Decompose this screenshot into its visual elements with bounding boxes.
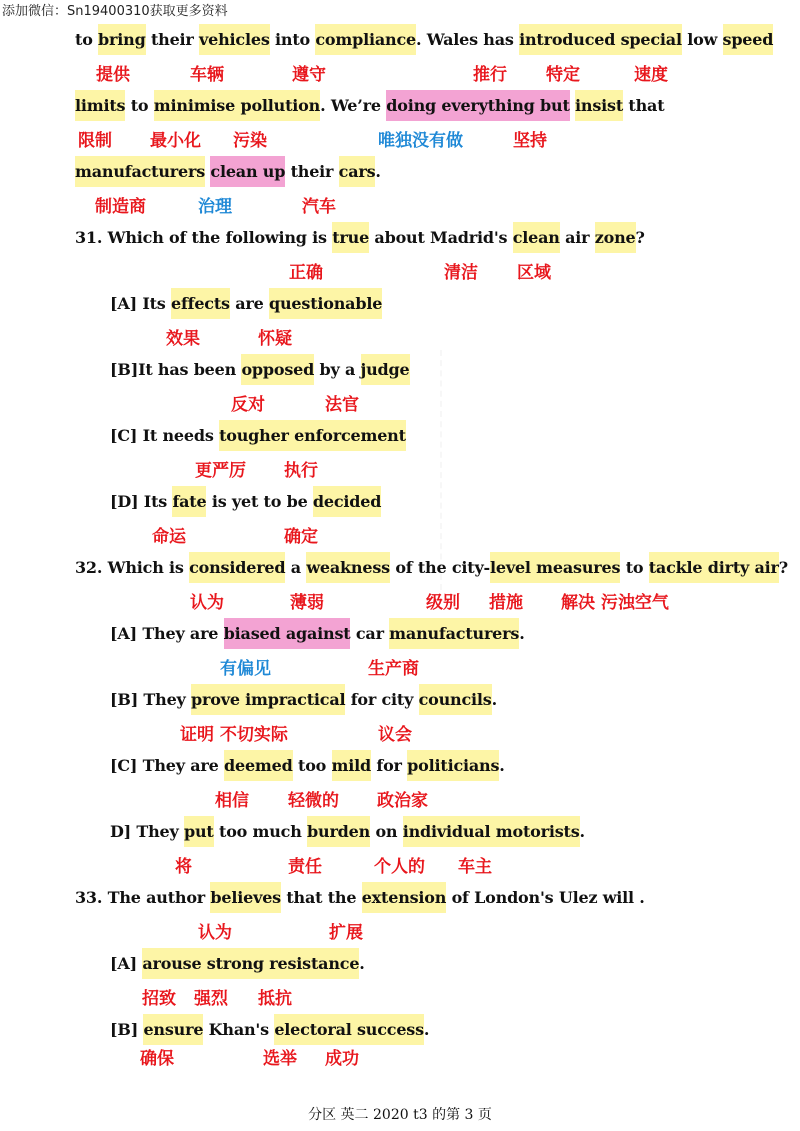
- highlighted-term: councils: [419, 684, 492, 715]
- plain-text: [A]: [110, 954, 143, 973]
- text-line: [110, 624, 525, 643]
- highlighted-term: weakness: [306, 552, 390, 583]
- handwritten-translation: 确定: [284, 527, 318, 547]
- handwritten-translation: 唯独没有做: [378, 131, 463, 151]
- plain-text: [B]It has been: [110, 360, 242, 379]
- highlighted-term: effects: [171, 288, 230, 319]
- handwritten-translation: 议会: [378, 725, 412, 745]
- highlighted-term: insist: [575, 90, 623, 121]
- highlighted-term: compliance: [315, 24, 416, 55]
- highlighted-term: put: [184, 816, 214, 847]
- plain-text: a: [285, 558, 307, 577]
- highlighted-term: extension: [362, 882, 447, 913]
- highlighted-term: fate: [172, 486, 206, 517]
- highlighted-term: ensure: [143, 1014, 203, 1045]
- highlighted-term: limits: [75, 90, 125, 121]
- text-line: [110, 954, 365, 973]
- pink-highlighted-phrase: clean up: [210, 156, 285, 187]
- handwritten-translation: 制造商: [95, 197, 146, 217]
- plain-text: .: [519, 624, 525, 643]
- handwritten-translation: 强烈: [194, 989, 228, 1009]
- handwritten-translation: 薄弱: [290, 593, 324, 613]
- plain-text: to: [620, 558, 649, 577]
- plain-text: .: [423, 1020, 430, 1039]
- plain-text: is yet to be: [206, 492, 313, 511]
- watermark-header: 添加微信：Sn19400310获取更多资料: [2, 4, 228, 19]
- highlighted-term: manufacturers: [389, 618, 519, 649]
- plain-text: to: [125, 96, 154, 115]
- handwritten-translation: 成功: [325, 1049, 359, 1069]
- handwritten-translation: 正确: [289, 263, 323, 283]
- handwritten-translation: 推行: [473, 65, 507, 85]
- highlighted-term: bring: [98, 24, 146, 55]
- highlighted-term: clean: [513, 222, 560, 253]
- plain-text: ?: [635, 228, 645, 247]
- plain-text: to: [75, 30, 99, 49]
- handwritten-translation: 责任: [288, 857, 322, 877]
- handwritten-translation: 扩展: [329, 923, 363, 943]
- handwritten-translation: 汽车: [302, 197, 336, 217]
- plain-text: their: [145, 30, 200, 49]
- handwritten-translation: 招致: [142, 989, 176, 1009]
- text-line: [75, 30, 773, 49]
- highlighted-term: zone: [595, 222, 636, 253]
- plain-text: 31. Which of the following is: [75, 228, 333, 247]
- text-line: [110, 822, 585, 841]
- plain-text: are: [229, 294, 269, 313]
- plain-text: 32. Which is: [75, 558, 190, 577]
- handwritten-translation: 坚持: [513, 131, 547, 151]
- handwritten-translation: 将: [175, 857, 192, 877]
- plain-text: . Wales has: [415, 30, 520, 49]
- plain-text: .: [499, 756, 505, 775]
- highlighted-term: tackle dirty air: [649, 552, 779, 583]
- plain-text: for: [371, 756, 408, 775]
- handwritten-translation: 轻微的: [288, 791, 339, 811]
- highlighted-term: opposed: [241, 354, 314, 385]
- handwritten-translation: 证明 不切实际: [180, 725, 288, 745]
- handwritten-translation: 法官: [325, 395, 359, 415]
- highlighted-term: considered: [189, 552, 285, 583]
- handwritten-translation: 污染: [233, 131, 267, 151]
- pink-highlighted-phrase: biased against: [224, 618, 351, 649]
- handwritten-translation: 确保: [140, 1049, 174, 1069]
- handwritten-translation: 车主: [458, 857, 492, 877]
- page-footer: 分区 英二 2020 t3 的第 3 页: [308, 1107, 492, 1123]
- pink-highlighted-phrase: doing everything but: [386, 90, 569, 121]
- text-line: [110, 426, 406, 445]
- handwritten-translation: 遵守: [292, 65, 326, 85]
- plain-text: air: [559, 228, 595, 247]
- text-line: [110, 690, 497, 709]
- highlighted-term: minimise pollution: [154, 90, 320, 121]
- highlighted-term: burden: [307, 816, 370, 847]
- handwritten-translation: 提供: [96, 65, 130, 85]
- highlighted-term: level measures: [490, 552, 620, 583]
- highlighted-term: questionable: [269, 288, 382, 319]
- plain-text: . We’re: [320, 96, 387, 115]
- plain-text: [B] They: [110, 690, 192, 709]
- highlighted-term: politicians: [407, 750, 499, 781]
- plain-text: about Madrid's: [369, 228, 513, 247]
- handwritten-translation: 治理: [198, 197, 232, 217]
- handwritten-translation: 怀疑: [258, 329, 292, 349]
- highlighted-term: mild: [332, 750, 371, 781]
- highlighted-term: judge: [361, 354, 410, 385]
- plain-text: their: [285, 162, 339, 181]
- plain-text: into: [269, 30, 316, 49]
- highlighted-term: introduced special: [519, 24, 682, 55]
- highlighted-term: cars: [339, 156, 376, 187]
- handwritten-translation: 命运: [152, 527, 186, 547]
- plain-text: on: [370, 822, 403, 841]
- text-line: [110, 756, 505, 775]
- handwritten-translation: 特定: [546, 65, 580, 85]
- handwritten-translation: 抵抗: [258, 989, 292, 1009]
- handwritten-translation: 反对: [231, 395, 265, 415]
- handwritten-translation: 选举: [263, 1049, 297, 1069]
- handwritten-translation: 相信: [215, 791, 249, 811]
- highlighted-term: tougher enforcement: [219, 420, 406, 451]
- plain-text: low: [681, 30, 723, 49]
- handwritten-translation: 速度: [634, 65, 668, 85]
- highlighted-term: electoral success: [274, 1014, 424, 1045]
- plain-text: [A] Its: [110, 294, 171, 313]
- handwritten-translation: 车辆: [190, 65, 224, 85]
- text-line: [110, 294, 382, 313]
- highlighted-term: vehicles: [199, 24, 270, 55]
- plain-text: [B]: [110, 1020, 144, 1039]
- highlighted-term: prove impractical: [191, 684, 345, 715]
- highlighted-term: believes: [210, 882, 281, 913]
- plain-text: too much: [213, 822, 308, 841]
- plain-text: .: [375, 162, 381, 181]
- text-line: [75, 228, 645, 247]
- plain-text: that: [623, 96, 665, 115]
- plain-text: .: [579, 822, 585, 841]
- handwritten-translation: 个人的: [374, 857, 425, 877]
- highlighted-term: arouse strong resistance: [142, 948, 359, 979]
- plain-text: .: [491, 690, 497, 709]
- handwritten-translation: 清洁: [444, 263, 478, 283]
- highlighted-term: decided: [313, 486, 381, 517]
- handwritten-translation: 执行: [284, 461, 318, 481]
- plain-text: [C] It needs: [110, 426, 220, 445]
- handwritten-translation: 有偏见: [220, 659, 271, 679]
- highlighted-term: speed: [723, 24, 774, 55]
- text-line: [110, 360, 410, 379]
- plain-text: car: [350, 624, 390, 643]
- text-line: [110, 492, 381, 511]
- text-line: [75, 162, 381, 181]
- plain-text: .: [359, 954, 365, 973]
- plain-text: [C] They are: [110, 756, 224, 775]
- plain-text: that the: [281, 888, 362, 907]
- handwritten-translation: 区域: [517, 263, 551, 283]
- plain-text: [D] Its: [110, 492, 173, 511]
- handwritten-translation: 解决 污浊空气: [561, 593, 669, 613]
- text-line: [75, 558, 788, 577]
- plain-text: too: [292, 756, 332, 775]
- plain-text: ?: [778, 558, 788, 577]
- highlighted-term: manufacturers: [75, 156, 205, 187]
- text-line: [75, 96, 664, 115]
- highlighted-term: true: [332, 222, 369, 253]
- text-line: [110, 1020, 429, 1039]
- handwritten-translation: 效果: [166, 329, 200, 349]
- handwritten-translation: 认为: [198, 923, 232, 943]
- handwritten-translation: 生产商: [368, 659, 419, 679]
- handwritten-translation: 措施: [489, 593, 523, 613]
- plain-text: of the city-: [389, 558, 490, 577]
- handwritten-translation: 限制: [78, 131, 112, 151]
- plain-text: of London's Ulez will .: [446, 888, 645, 907]
- text-line: [75, 888, 645, 907]
- plain-text: [A] They are: [110, 624, 224, 643]
- handwritten-translation: 政治家: [377, 791, 428, 811]
- handwritten-translation: 最小化: [150, 131, 201, 151]
- plain-text: by a: [314, 360, 361, 379]
- handwritten-translation: 级别: [426, 593, 460, 613]
- handwritten-translation: 认为: [190, 593, 224, 613]
- highlighted-term: individual motorists: [403, 816, 580, 847]
- plain-text: Khan's: [203, 1020, 275, 1039]
- handwritten-translation: 更严厉: [195, 461, 246, 481]
- highlighted-term: deemed: [224, 750, 293, 781]
- plain-text: 33. The author: [75, 888, 211, 907]
- plain-text: for city: [345, 690, 419, 709]
- plain-text: D] They: [110, 822, 185, 841]
